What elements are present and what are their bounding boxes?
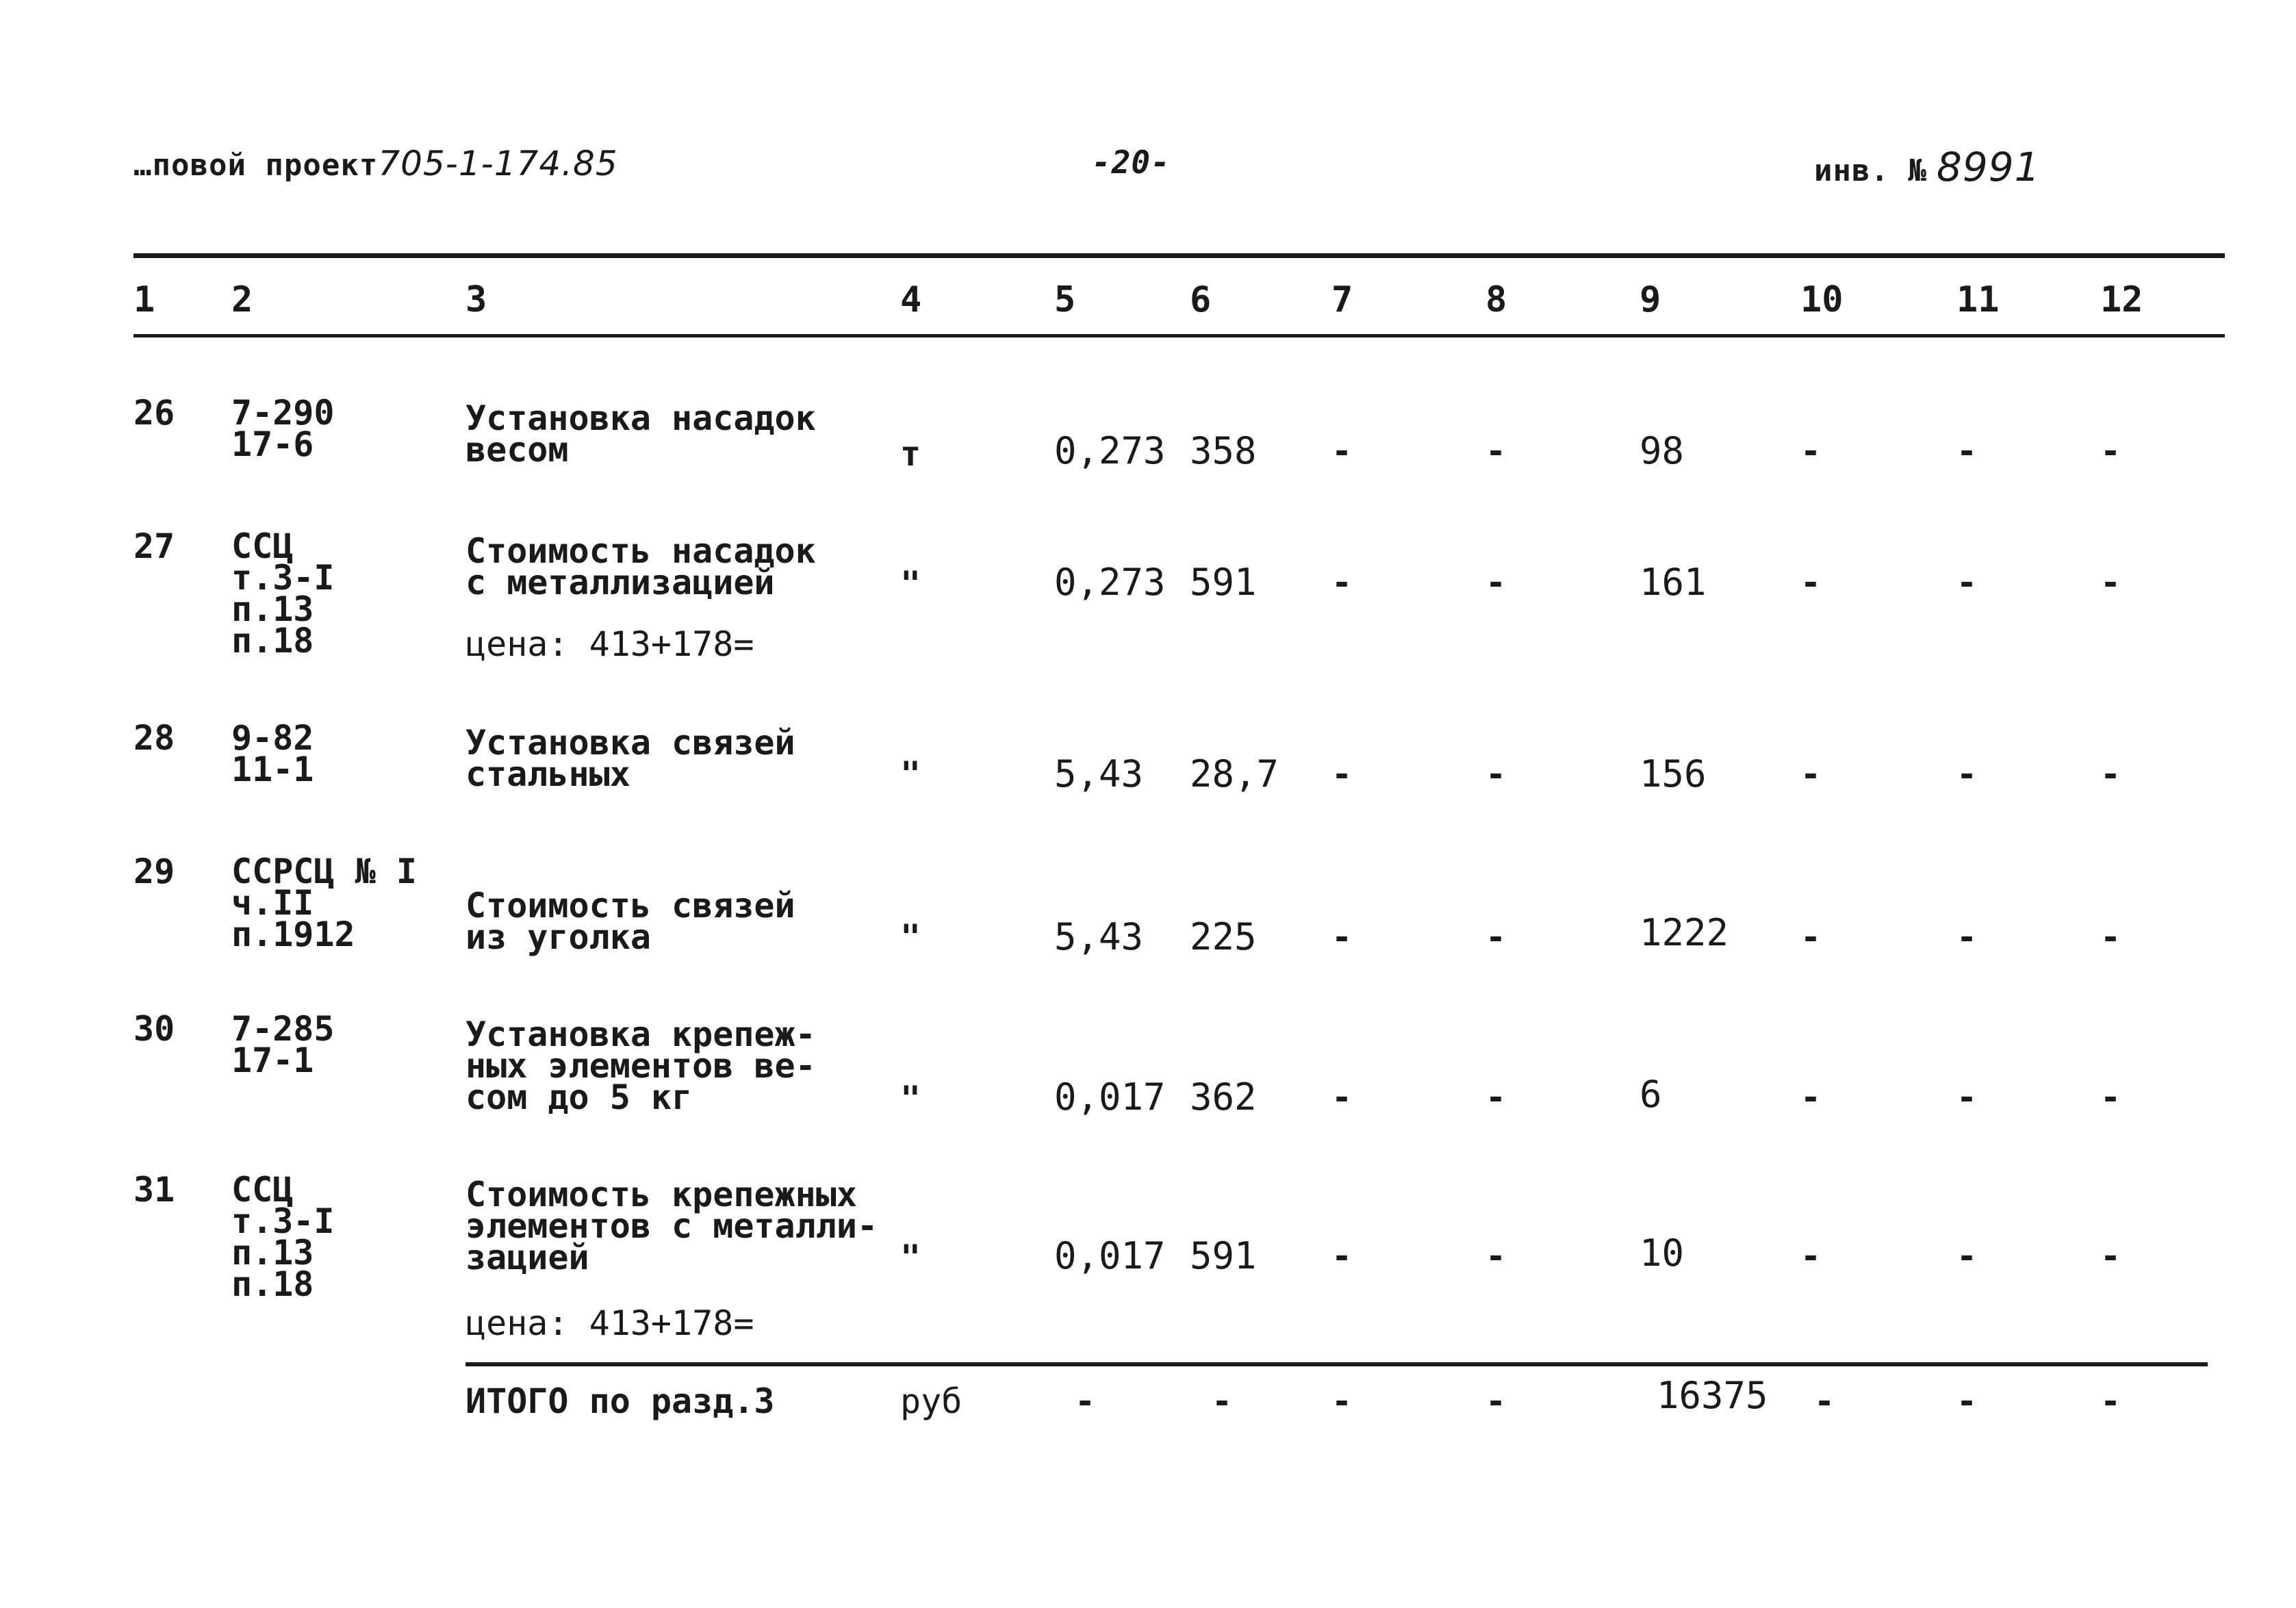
row-col11: -	[1956, 917, 1978, 957]
row-col10: -	[1800, 754, 1822, 794]
totals-col6: -	[1212, 1381, 1233, 1421]
row-col8: -	[1485, 563, 1507, 602]
row-col11: -	[1956, 563, 1978, 602]
row-col11: -	[1956, 431, 1978, 471]
column-number-5: 5	[1054, 279, 1076, 320]
row-number: 28	[133, 718, 175, 758]
table-top-rule	[133, 253, 2225, 258]
row-col11: -	[1956, 1077, 1978, 1117]
row-rate: 358	[1190, 429, 1257, 472]
totals-total: 16375	[1657, 1374, 1768, 1417]
row-ref-line: п.18	[231, 1264, 314, 1304]
totals-rule	[465, 1362, 2208, 1366]
row-col12: -	[2100, 917, 2121, 957]
row-description-line: Установка насадок	[465, 398, 816, 438]
row-col7: -	[1331, 1077, 1353, 1117]
row-col10: -	[1800, 1077, 1822, 1117]
row-rate: 225	[1190, 915, 1257, 958]
totals-col11: -	[1956, 1381, 1978, 1421]
row-col12: -	[2100, 563, 2121, 602]
row-description-line: из уголка	[465, 917, 651, 957]
row-unit: "	[900, 754, 921, 794]
row-total: 161	[1640, 561, 1707, 604]
totals-col12: -	[2100, 1381, 2121, 1421]
column-number-6: 6	[1190, 279, 1212, 320]
row-unit: "	[900, 1079, 921, 1119]
row-col7: -	[1331, 917, 1353, 957]
row-quantity: 0,273	[1054, 561, 1166, 604]
row-description-line: стальных	[465, 754, 630, 794]
row-price-note: цена: 413+178=	[465, 1303, 754, 1343]
totals-col10: -	[1814, 1381, 1835, 1421]
row-quantity: 5,43	[1054, 915, 1144, 958]
row-ref-line: 17-6	[231, 424, 314, 464]
row-description-line: Стоимость связей	[465, 886, 795, 926]
row-rate: 591	[1190, 1234, 1257, 1277]
inventory-number	[1814, 144, 2041, 190]
row-description-line: с металлизацией	[465, 563, 775, 602]
totals-unit: руб	[900, 1381, 962, 1421]
row-col7: -	[1331, 1236, 1353, 1276]
row-unit: "	[900, 917, 921, 957]
row-number: 30	[133, 1009, 175, 1049]
row-col12: -	[2100, 754, 2121, 794]
row-description-line: элементов с металли-	[465, 1206, 878, 1246]
row-ref-line: ССРСЦ № I	[231, 852, 417, 891]
column-number-7: 7	[1331, 279, 1353, 320]
project-number: 705-1-174.85	[378, 144, 618, 183]
row-quantity: 5,43	[1054, 752, 1144, 795]
column-number-9: 9	[1640, 279, 1661, 320]
column-number-1: 1	[133, 279, 155, 320]
row-ref-line: п.13	[231, 1233, 314, 1273]
row-rate: 591	[1190, 561, 1257, 604]
row-description-line: Установка крепеж-	[465, 1014, 816, 1054]
row-col8: -	[1485, 1077, 1507, 1117]
row-rate: 362	[1190, 1075, 1257, 1119]
totals-col8: -	[1485, 1381, 1507, 1421]
row-quantity: 0,017	[1054, 1075, 1166, 1119]
row-ref-line: ч.II	[231, 883, 314, 923]
row-ref-line: 11-1	[231, 750, 314, 789]
row-ref-line: т.3-I	[231, 1201, 335, 1241]
row-ref-line: 7-290	[231, 393, 335, 433]
row-col7: -	[1331, 754, 1353, 794]
row-quantity: 0,017	[1054, 1234, 1166, 1277]
column-number-10: 10	[1800, 279, 1844, 320]
row-col8: -	[1485, 754, 1507, 794]
row-number: 26	[133, 393, 175, 433]
row-quantity: 0,273	[1054, 429, 1166, 472]
row-total: 10	[1640, 1231, 1685, 1275]
row-ref-line: п.18	[231, 621, 314, 661]
row-col11: -	[1956, 754, 1978, 794]
row-ref-line: ССЦ	[231, 526, 294, 566]
row-col10: -	[1800, 917, 1822, 957]
row-col12: -	[2100, 1077, 2121, 1117]
row-col10: -	[1800, 431, 1822, 471]
row-total: 98	[1640, 429, 1685, 472]
inventory-label: инв. №	[1814, 153, 1927, 188]
row-description-line: Стоимость крепежных	[465, 1175, 857, 1214]
row-col11: -	[1956, 1236, 1978, 1276]
column-number-4: 4	[900, 279, 922, 320]
row-ref-line: т.3-I	[231, 558, 335, 598]
row-total: 1222	[1640, 911, 1729, 954]
row-col7: -	[1331, 431, 1353, 471]
row-unit: "	[900, 564, 921, 604]
totals-col7: -	[1331, 1381, 1353, 1421]
row-ref-line: п.1912	[231, 915, 355, 954]
row-col8: -	[1485, 431, 1507, 471]
row-description-line: Установка связей	[465, 723, 795, 763]
table-header-rule	[133, 334, 2225, 337]
row-description-line: сом до 5 кг	[465, 1077, 693, 1117]
row-ref-line: п.13	[231, 589, 314, 629]
column-number-12: 12	[2100, 279, 2143, 320]
row-number: 27	[133, 526, 175, 566]
row-col10: -	[1800, 563, 1822, 602]
row-col12: -	[2100, 431, 2121, 471]
row-unit: т	[900, 434, 921, 474]
row-ref-line: ССЦ	[231, 1170, 294, 1210]
row-col7: -	[1331, 563, 1353, 602]
row-description-line: весом	[465, 430, 569, 470]
totals-col5: -	[1075, 1381, 1096, 1421]
project-label	[133, 144, 618, 183]
row-number: 31	[133, 1170, 175, 1210]
column-number-8: 8	[1485, 279, 1507, 320]
row-total: 156	[1640, 752, 1707, 795]
totals-label: ИТОГО по разд.3	[465, 1381, 775, 1421]
row-col10: -	[1800, 1236, 1822, 1276]
row-total: 6	[1640, 1073, 1662, 1116]
inventory-value: 8991	[1936, 144, 2041, 190]
row-ref-line: 7-285	[231, 1009, 335, 1049]
row-ref-line: 17-1	[231, 1041, 314, 1080]
column-number-2: 2	[231, 279, 253, 320]
row-number: 29	[133, 852, 175, 891]
project-label-text: …повой проект	[133, 148, 379, 183]
row-rate: 28,7	[1190, 752, 1279, 795]
row-description-line: зацией	[465, 1238, 589, 1277]
row-col8: -	[1485, 917, 1507, 957]
row-description-line: ных элементов ве-	[465, 1046, 816, 1086]
row-ref-line: 9-82	[231, 718, 314, 758]
page-number: -20-	[1092, 144, 1171, 181]
row-col8: -	[1485, 1236, 1507, 1276]
row-description-line: Стоимость насадок	[465, 531, 816, 571]
column-number-3: 3	[465, 279, 487, 320]
row-price-note: цена: 413+178=	[465, 624, 754, 664]
row-col12: -	[2100, 1236, 2121, 1276]
row-unit: "	[900, 1238, 921, 1277]
column-number-11: 11	[1956, 279, 2000, 320]
